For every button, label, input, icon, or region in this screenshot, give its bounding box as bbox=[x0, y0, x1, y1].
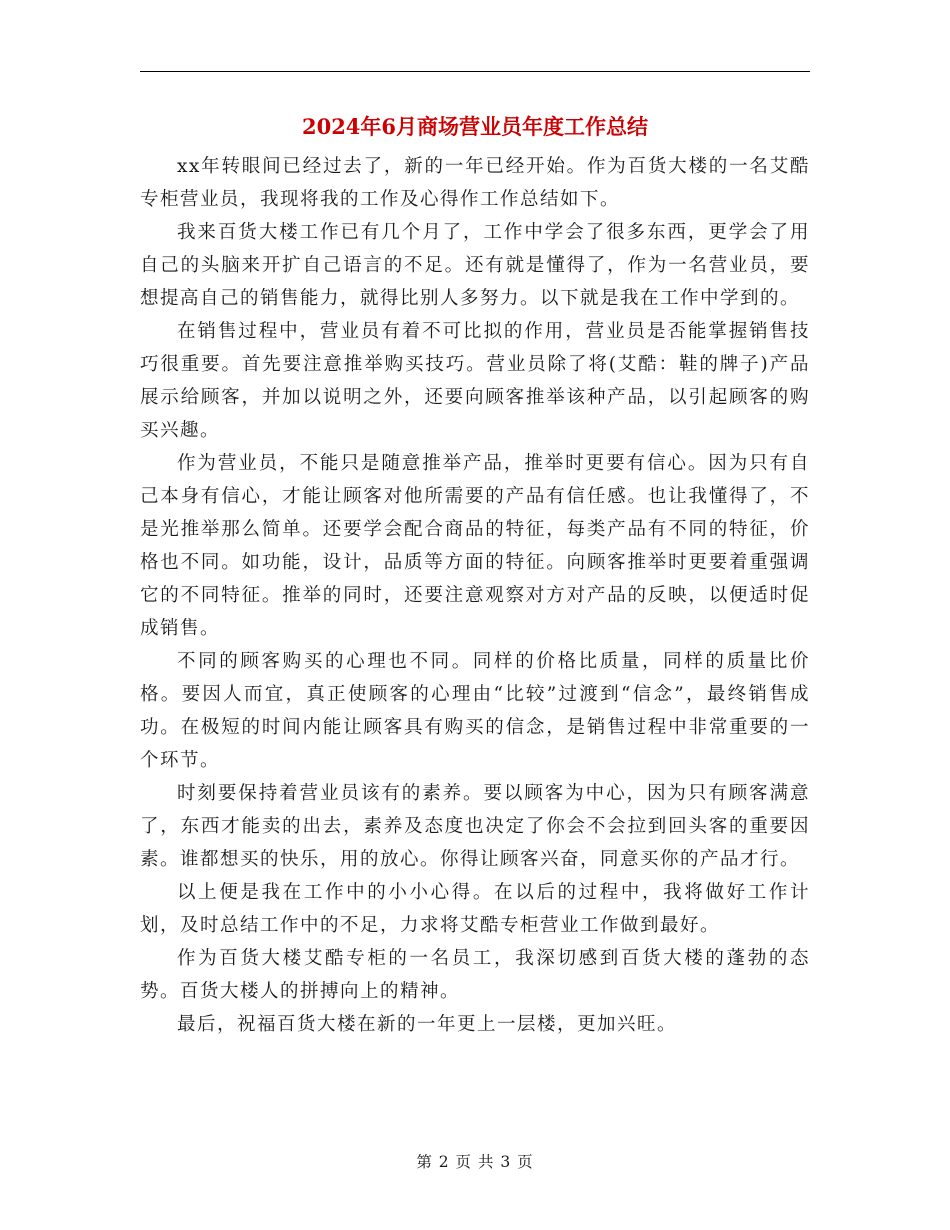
paragraph: 时刻要保持着营业员该有的素养。要以顾客为中心，因为只有顾客满意了，东西才能卖的出去，素养及态度也决定了你会不会拉到回头客的重要因素。谁都想买的快乐，用的放心。你得让顾客兴奋，同意买你的产品才行。 bbox=[140, 783, 810, 870]
paragraph: 以上便是我在工作中的小小心得。在以后的过程中，我将做好工作计划，及时总结工作中的不足，力求将艾酷专柜营业工作做到最好。 bbox=[140, 882, 810, 936]
paragraph: 作为营业员，不能只是随意推举产品，推举时更要有信心。因为只有自己本身有信心，才能让顾客对他所需要的产品有信任感。也让我懂得了，不是光推举那么简单。还要学会配合商品的特征，每类产品有不同的特征，价格也不同。如功能，设计，品质等方面的特征。向顾客推举时更要着重强调它的不同特征。推举的同时，还要注意观察对方对产品的反映，以便适时促成销售。 bbox=[140, 453, 810, 639]
paragraph: 最后，祝福百货大楼在新的一年更上一层楼，更加兴旺。 bbox=[177, 1014, 678, 1035]
header-rule bbox=[140, 71, 810, 72]
paragraph: 不同的顾客购买的心理也不同。同样的价格比质量，同样的质量比价格。要因人而宜，真正使顾客的心理由“比较”过渡到“信念”，最终销售成功。在极短的时间内能让顾客具有购买的信念，是销售过程中非常重要的一个环节。 bbox=[140, 651, 810, 771]
paragraph: 在销售过程中，营业员有着不可比拟的作用，营业员是否能掌握销售技巧很重要。首先要注意推举购买技巧。营业员除了将(艾酷：鞋的牌子)产品展示给顾客，并加以说明之外，还要向顾客推举该种产品，以引起顾客的购买兴趣。 bbox=[140, 321, 810, 441]
page-number: 第 2 页 共 3 页 bbox=[416, 1153, 534, 1171]
document-title: 2024年6月商场营业员年度工作总结 bbox=[301, 114, 649, 139]
paragraph: xx年转眼间已经过去了，新的一年已经开始。作为百货大楼的一名艾酷专柜营业员，我现将我的工作及心得作工作总结如下。 bbox=[140, 156, 810, 210]
paragraph: 我来百货大楼工作已有几个月了，工作中学会了很多东西，更学会了用自己的头脑来开扩自己语言的不足。还有就是懂得了，作为一名营业员，要想提高自己的销售能力，就得比别人多努力。以下就是我在工作中学到的。 bbox=[140, 222, 810, 309]
document-body bbox=[140, 150, 810, 1041]
paragraph: 作为百货大楼艾酷专柜的一名员工，我深切感到百货大楼的蓬勃的态势。百货大楼人的拼搏向上的精神。 bbox=[140, 948, 810, 1002]
